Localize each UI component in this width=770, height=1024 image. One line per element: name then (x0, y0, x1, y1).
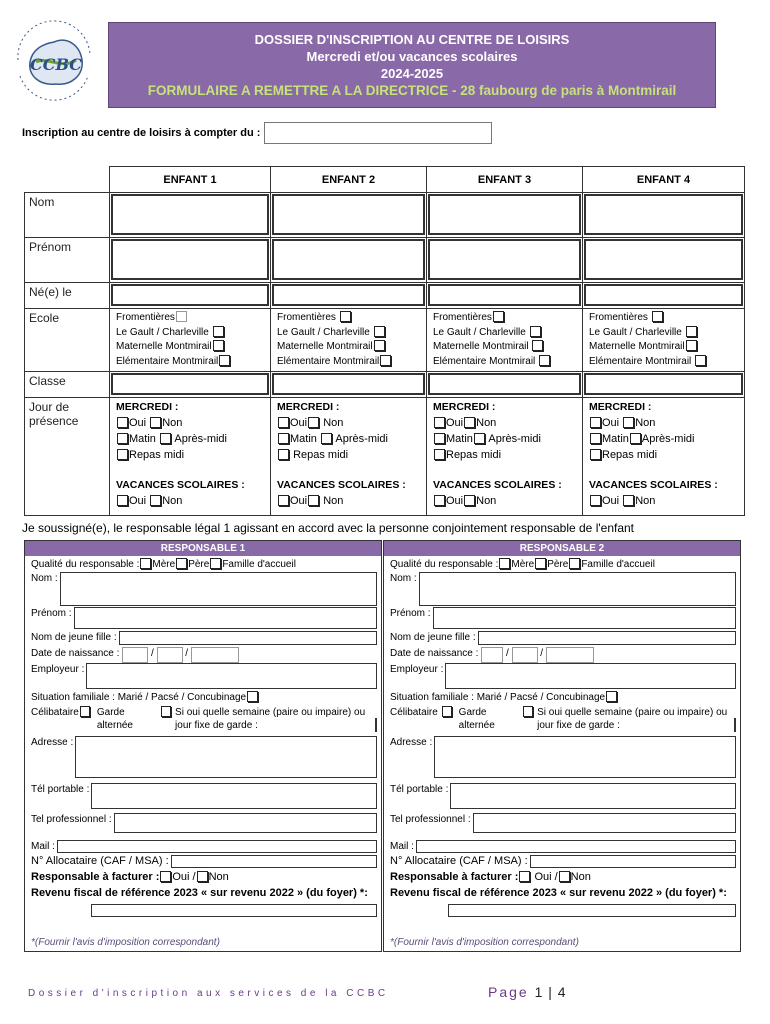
checkbox[interactable] (623, 495, 634, 506)
enfant-4-classe-input[interactable] (584, 373, 743, 395)
checkbox[interactable] (150, 495, 161, 506)
checkbox[interactable] (686, 340, 697, 351)
revenu-label: Revenu fiscal de référence 2023 « sur revenu 2022 » (du foyer) *: (390, 887, 727, 899)
situation-label: Situation familiale : Marié / Pacsé / Concubinage (390, 692, 606, 703)
form-subtitle: Mercredi et/ou vacances scolaires (306, 49, 518, 64)
checkbox-famille[interactable] (569, 558, 580, 569)
enfant-2-prenom-input[interactable] (272, 239, 425, 280)
naissance-label: Date de naissance : (31, 648, 120, 659)
adresse-input[interactable] (75, 736, 377, 778)
nom-input[interactable] (60, 572, 377, 606)
checkbox[interactable] (652, 311, 663, 322)
checkbox[interactable] (340, 311, 351, 322)
header-banner (108, 22, 716, 108)
mail-input[interactable] (57, 840, 377, 853)
checkbox[interactable] (623, 417, 634, 428)
checkbox[interactable] (434, 449, 445, 460)
pro-input[interactable] (114, 813, 377, 833)
checkbox[interactable] (434, 433, 445, 444)
mail-input[interactable] (416, 840, 736, 853)
responsable-title: RESPONSABLE 2 (384, 541, 740, 556)
checkbox[interactable] (464, 495, 475, 506)
prenom-input[interactable] (433, 607, 736, 629)
enfant-4-nom-input[interactable] (584, 194, 743, 235)
row-label-jour: Jour de présence (25, 398, 110, 516)
checkbox[interactable] (493, 311, 504, 322)
naissance-label: Date de naissance : (390, 648, 479, 659)
svg-text:CCBC: CCBC (29, 55, 83, 74)
enfant-2-classe-input[interactable] (272, 373, 425, 395)
enfant-1-classe-input[interactable] (111, 373, 269, 395)
checkbox[interactable] (539, 355, 550, 366)
responsable-title: RESPONSABLE 1 (25, 541, 381, 556)
portable-input[interactable] (450, 783, 736, 809)
form-title: DOSSIER D'INSCRIPTION AU CENTRE DE LOISIRS (254, 32, 570, 47)
portable-label: Tél portable : (390, 784, 449, 795)
checkbox[interactable] (464, 417, 475, 428)
checkbox[interactable] (308, 417, 319, 428)
pro-label: Tel professionnel : (390, 814, 471, 825)
jeune-fille-input[interactable] (119, 631, 377, 645)
enfant-1-prenom-input[interactable] (111, 239, 269, 280)
mail-label: Mail : (31, 841, 55, 852)
enfant-4-prenom-input[interactable] (584, 239, 743, 280)
enfant-2-nom-input[interactable] (272, 194, 425, 235)
semaine-input[interactable] (734, 718, 736, 732)
portable-label: Tél portable : (31, 784, 90, 795)
checkbox[interactable] (590, 433, 601, 444)
situation-label: Situation familiale : Marié / Pacsé / Concubinage (31, 692, 247, 703)
checkbox-garde[interactable] (523, 706, 534, 717)
employeur-input[interactable] (86, 663, 377, 689)
enfant-3-classe-input[interactable] (428, 373, 581, 395)
year-input[interactable] (191, 647, 239, 663)
checkbox[interactable] (278, 433, 289, 444)
allocataire-input[interactable] (530, 855, 736, 868)
submit-instruction: FORMULAIRE A REMETTRE A LA DIRECTRICE - 28 faubourg de paris à Montmirail (147, 83, 677, 98)
enfant-4-presence: MERCREDI : Oui Non Matin Après-midi Repas midi VACANCES SCOLAIRES : Oui Non (583, 398, 745, 516)
page-number: Page 1 | 4 (488, 984, 567, 1000)
checkbox[interactable] (590, 417, 601, 428)
checkbox[interactable] (117, 449, 128, 460)
qualite-label: Qualité du responsable : (31, 559, 140, 570)
checkbox-mere[interactable] (499, 558, 510, 569)
row-label-nom: Nom (25, 193, 110, 238)
checkbox[interactable] (590, 449, 601, 460)
prenom-label: Prénom : (31, 608, 72, 619)
header-enfant-1: ENFANT 1 (110, 167, 271, 193)
nom-input[interactable] (419, 572, 736, 606)
revenu-input[interactable] (91, 904, 377, 917)
day-input[interactable] (481, 647, 503, 663)
enfant-2-ecole: Fromentières Le Gault / Charleville Maternelle Montmirail Elémentaire Montmirail (271, 309, 427, 372)
portable-input[interactable] (91, 783, 377, 809)
checkbox[interactable] (278, 417, 289, 428)
employeur-label: Employeur : (31, 664, 85, 675)
enfant-2-date-input[interactable] (272, 284, 425, 306)
start-date-input[interactable] (264, 122, 492, 144)
adresse-label: Adresse : (390, 737, 433, 748)
row-label-ne: Né(e) le (25, 283, 110, 309)
header-enfant-4: ENFANT 4 (583, 167, 745, 193)
checkbox[interactable] (219, 355, 230, 366)
day-input[interactable] (122, 647, 148, 663)
header-enfant-2: ENFANT 2 (271, 167, 427, 193)
checkbox-facturer-oui[interactable] (160, 871, 171, 882)
checkbox-facturer-non[interactable] (197, 871, 208, 882)
start-date-row (22, 122, 492, 144)
checkbox[interactable] (321, 433, 332, 444)
checkbox-mere[interactable] (140, 558, 151, 569)
month-input[interactable] (157, 647, 183, 663)
responsable-2-panel: RESPONSABLE 2 Qualité du responsable : Mère Père Famille d'accueil Nom : Prénom : Nom de jeune fille : Date de naissance : / / Employeur : Situation familiale : Marié / Pacsé / Concubinage Célibataire Garde alternée Si oui quelle semaine (paire ou impaire) ou jour fixe de garde : Adresse : Tél portable : Tel professionnel : Mail : N° Allocataire (CAF / MSA) : Responsable à facturer : Oui / Non Revenu fiscal de référence 2023 « sur revenu 2022 » (du foyer) *: *(Fournir l'avis d'imposition correspondant) (383, 540, 741, 952)
checkbox[interactable] (278, 495, 289, 506)
adresse-label: Adresse : (31, 737, 74, 748)
checkbox[interactable] (530, 326, 541, 337)
start-date-label: Inscription au centre de loisirs à compter du : (22, 127, 261, 139)
checkbox[interactable] (380, 355, 391, 366)
checkbox[interactable] (374, 326, 385, 337)
enfant-3-prenom-input[interactable] (428, 239, 581, 280)
checkbox[interactable] (308, 495, 319, 506)
responsable-1-panel: RESPONSABLE 1 Qualité du responsable : Mère Père Famille d'accueil Nom : Prénom : Nom de jeune fille : Date de naissance : / / Employeur : Situation familiale : Marié / Pacsé / Concubinage Célibataire Garde alternée Si oui quelle semaine (paire ou impaire) ou jour fixe de garde : Adresse : Tél portable : Tel professionnel : Mail : N° Allocataire (CAF / MSA) : Responsable à facturer : Oui / Non Revenu fiscal de référence 2023 « sur revenu 2022 » (du foyer) *: *(Fournir l'avis d'imposition correspondant) (24, 540, 382, 952)
children-table (24, 166, 745, 516)
enfant-1-date-input[interactable] (111, 284, 269, 306)
enfant-3-ecole: Fromentières Le Gault / Charleville Maternelle Montmirail Elémentaire Montmirail (427, 309, 583, 372)
school-year: 2024-2025 (380, 66, 444, 81)
checkbox[interactable] (117, 433, 128, 444)
checkbox[interactable] (150, 417, 161, 428)
checkbox[interactable] (117, 417, 128, 428)
pro-input[interactable] (473, 813, 736, 833)
header-enfant-3: ENFANT 3 (427, 167, 583, 193)
checkbox[interactable] (117, 495, 128, 506)
checkbox[interactable] (160, 433, 171, 444)
checkbox[interactable] (630, 433, 641, 444)
employeur-label: Employeur : (390, 664, 444, 675)
prenom-label: Prénom : (390, 608, 431, 619)
row-label-classe: Classe (25, 372, 110, 398)
month-input[interactable] (512, 647, 538, 663)
checkbox[interactable] (278, 449, 289, 460)
enfant-1-ecole: Fromentières Le Gault / Charleville Maternelle Montmirail Elémentaire Montmirail (110, 309, 271, 372)
enfant-4-ecole: Fromentières Le Gault / Charleville Maternelle Montmirail Elémentaire Montmirail (583, 309, 745, 372)
checkbox[interactable] (590, 495, 601, 506)
checkbox[interactable] (213, 326, 224, 337)
jeune-fille-label: Nom de jeune fille : (31, 632, 117, 643)
checkbox[interactable] (474, 433, 485, 444)
enfant-3-date-input[interactable] (428, 284, 581, 306)
jeune-fille-label: Nom de jeune fille : (390, 632, 476, 643)
enfant-1-nom-input[interactable] (111, 194, 269, 235)
revenu-input[interactable] (448, 904, 736, 917)
declaration-text: Je soussigné(e), le responsable légal 1 agissant en accord avec la personne conjointement responsable de l'enfant (22, 521, 635, 535)
enfant-4-date-input[interactable] (584, 284, 743, 306)
checkbox-facturer-non[interactable] (559, 871, 570, 882)
checkbox-facturer-oui[interactable] (519, 871, 530, 882)
checkbox-celibataire[interactable] (442, 706, 453, 717)
row-label-prenom: Prénom (25, 238, 110, 283)
checkbox[interactable] (434, 417, 445, 428)
checkbox[interactable] (686, 326, 697, 337)
year-input[interactable] (546, 647, 594, 663)
checkbox-garde[interactable] (161, 706, 171, 717)
semaine-label: Si oui quelle semaine (paire ou impaire) ou jour fixe de garde : (537, 707, 728, 731)
revenu-note: *(Fournir l'avis d'imposition correspondant) (390, 937, 579, 948)
checkbox[interactable] (374, 340, 385, 351)
checkbox-pere[interactable] (535, 558, 546, 569)
adresse-input[interactable] (434, 736, 736, 778)
checkbox[interactable] (532, 340, 543, 351)
nom-label: Nom : (390, 573, 417, 584)
checkbox-celibataire[interactable] (80, 706, 90, 717)
qualite-label: Qualité du responsable : (390, 559, 499, 570)
allocataire-label: N° Allocataire (CAF / MSA) : (390, 855, 528, 867)
checkbox-concubinage[interactable] (606, 691, 617, 702)
checkbox[interactable] (695, 355, 706, 366)
checkbox[interactable] (434, 495, 445, 506)
checkbox-famille[interactable] (210, 558, 221, 569)
revenu-note: *(Fournir l'avis d'imposition correspondant) (31, 937, 220, 948)
footer-text: Dossier d'inscription aux services de la CCBC (28, 988, 389, 999)
semaine-input[interactable] (375, 718, 377, 732)
enfant-1-presence: MERCREDI : Oui Non Matin Après-midi Repas midi VACANCES SCOLAIRES : Oui Non (110, 398, 271, 516)
enfant-3-presence: MERCREDI : Oui Non Matin Après-midi Repas midi VACANCES SCOLAIRES : Oui Non (427, 398, 583, 516)
employeur-input[interactable] (445, 663, 736, 689)
enfant-3-nom-input[interactable] (428, 194, 581, 235)
semaine-label: Si oui quelle semaine (paire ou impaire) ou jour fixe de garde : (175, 707, 366, 731)
jeune-fille-input[interactable] (478, 631, 736, 645)
ccbc-logo (6, 20, 102, 108)
checkbox[interactable] (176, 311, 187, 322)
checkbox-concubinage[interactable] (247, 691, 258, 702)
checkbox[interactable] (213, 340, 224, 351)
pro-label: Tel professionnel : (31, 814, 112, 825)
row-label-ecole: Ecole (25, 309, 110, 372)
enfant-2-presence: MERCREDI : Oui Non Matin Après-midi Repas midi VACANCES SCOLAIRES : Oui Non (271, 398, 427, 516)
revenu-label: Revenu fiscal de référence 2023 « sur revenu 2022 » (du foyer) *: (31, 887, 368, 899)
nom-label: Nom : (31, 573, 58, 584)
allocataire-input[interactable] (171, 855, 377, 868)
prenom-input[interactable] (74, 607, 377, 629)
mail-label: Mail : (390, 841, 414, 852)
allocataire-label: N° Allocataire (CAF / MSA) : (31, 855, 169, 867)
checkbox-pere[interactable] (176, 558, 187, 569)
